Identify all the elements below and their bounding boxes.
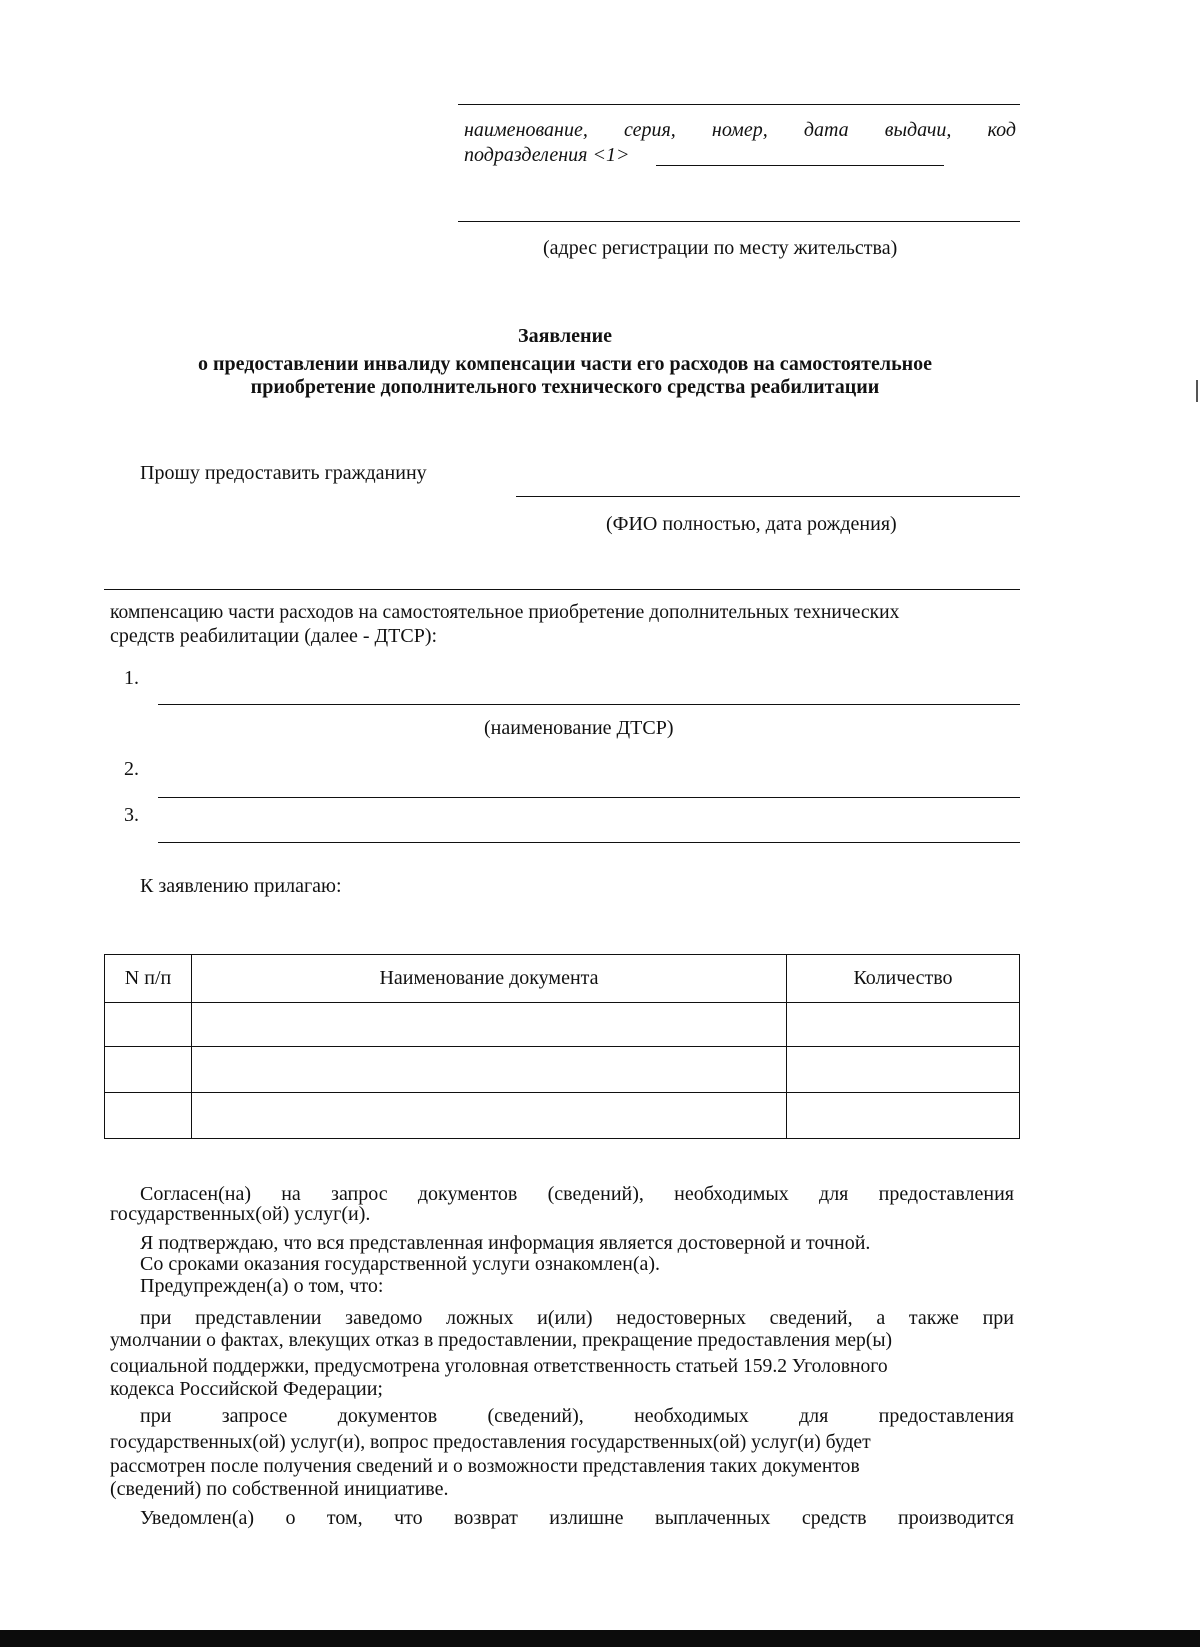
address-caption: (адрес регистрации по месту жительства) [543,237,898,259]
consent-p1-line2: государственных(ой) услуг(и). [110,1203,371,1225]
address-line [458,221,1020,222]
consent-p2: Я подтверждаю, что вся представленная информация является достоверной и точной. [140,1232,871,1254]
scan-bottom-bar [0,1630,1200,1647]
consent-p4: Предупрежден(а) о том, что: [140,1275,384,1297]
table-header-row [105,955,1020,1003]
table-cell[interactable] [192,1093,787,1139]
document-caption-line1: наименование, серия, номер, дата выдачи, код [464,119,1016,141]
table-cell[interactable] [105,1047,192,1093]
table-row [105,1003,1020,1047]
fio-line [516,496,1020,497]
consent-p1-line1: Согласен(на) на запрос документов (сведений), необходимых для предоставления [140,1183,1014,1205]
consent-p6-line4: (сведений) по собственной инициативе. [110,1478,449,1500]
table-cell[interactable] [105,1093,192,1139]
document-line [458,104,1020,105]
header-quantity: Количество [787,955,1020,1003]
attachments-table [104,954,1020,1139]
consent-p7-line1: Уведомлен(а) о том, что возврат излишне выплаченных средств производится [140,1507,1014,1529]
consent-p5-line4: кодекса Российской Федерации; [110,1378,383,1400]
scan-edge-mark [1196,380,1198,402]
table-cell[interactable] [787,1003,1020,1047]
table-cell[interactable] [787,1093,1020,1139]
item-number-3: 3. [124,804,139,826]
title-sub-line2: приобретение дополнительного технического средства реабилитации [250,376,880,398]
consent-p5-line3: социальной поддержки, предусмотрена уголовная ответственность статьей 159.2 Уголовного [110,1356,888,1377]
item-line-3 [158,842,1020,843]
header-document-name: Наименование документа [192,955,787,1003]
table-cell[interactable] [192,1003,787,1047]
consent-p6-line1: при запросе документов (сведений), необходимых для предоставления [140,1405,1014,1427]
compensation-text-line1: компенсацию части расходов на самостоятельное приобретение дополнительных технических [110,602,900,623]
consent-p5-line2: умолчании о фактах, влекущих отказ в предоставлении, прекращение предоставления мер(ы) [110,1330,893,1351]
attachments-lead: К заявлению прилагаю: [140,875,342,897]
table-cell[interactable] [105,1003,192,1047]
consent-p6-line2: государственных(ой) услуг(и), вопрос предоставления государственных(ой) услуг(и) будет [110,1432,871,1453]
compensation-text-line2: средств реабилитации (далее - ДТСР): [110,625,438,647]
consent-p5-line1: при представлении заведомо ложных и(или) недостоверных сведений, а также при [140,1307,1014,1329]
title-main: Заявление [518,325,612,347]
consent-p3: Со сроками оказания государственной услуги ознакомлен(а). [140,1253,661,1275]
table-row [105,1047,1020,1093]
title-sub-line1: о предоставлении инвалиду компенсации части его расходов на самостоятельное [197,353,933,375]
item-number-2: 2. [124,758,139,780]
header-number: N п/п [105,955,192,1003]
item-caption: (наименование ДТСР) [484,717,674,739]
item-line-2 [158,797,1020,798]
table-cell[interactable] [787,1047,1020,1093]
table-cell[interactable] [192,1047,787,1093]
consent-p6-line3: рассмотрен после получения сведений и о возможности представления таких документов [110,1456,860,1477]
fio-continuation-line [104,589,1020,590]
request-lead: Прошу предоставить гражданину [140,462,427,484]
item-line-1 [158,704,1020,705]
subdivision-line [656,165,944,166]
document-caption-line2: подразделения <1> [464,144,630,166]
fio-caption: (ФИО полностью, дата рождения) [606,513,897,535]
item-number-1: 1. [124,667,139,689]
table-row [105,1093,1020,1139]
